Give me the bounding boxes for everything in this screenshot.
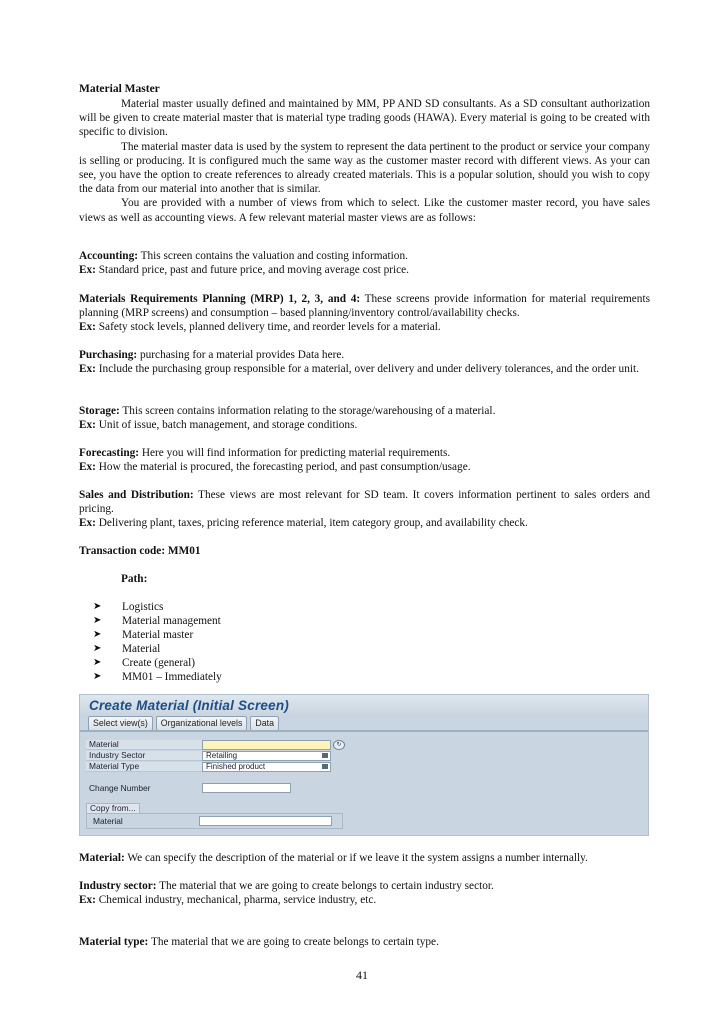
example-text: Delivering plant, taxes, pricing reference material, item category group, and availability check. — [95, 517, 528, 530]
list-item — [93, 614, 222, 628]
copy-from-group — [86, 803, 396, 829]
list-item — [93, 656, 222, 670]
industry-sector-select[interactable] — [202, 751, 331, 761]
path-item-label: Material master — [122, 629, 194, 642]
field-heading: Industry sector: — [79, 880, 157, 892]
arrow-bullet-icon: ➤ — [93, 671, 102, 683]
intro-paragraph: The material master data is used by the system to represent the data pertinent to the product or service your company is selling or producing. It is configured much the same way as the customer master record with different views. As your can see, you have the option to create references to already created materials. This is a popular solution, should you wish to copy the data from our material into another that is similar. — [79, 140, 650, 196]
view-heading: Sales and Distribution: — [79, 489, 194, 501]
intro-paragraphs — [79, 97, 650, 225]
copy-from-frame — [86, 813, 343, 829]
change-number-row — [86, 783, 291, 793]
sap-divider — [80, 730, 648, 732]
view-purchasing — [79, 348, 650, 376]
transaction-code — [79, 544, 650, 558]
arrow-bullet-icon: ➤ — [93, 629, 102, 641]
sap-screenshot — [79, 694, 649, 836]
path-item-label: Material management — [122, 615, 221, 628]
arrow-bullet-icon: ➤ — [93, 643, 102, 655]
example-text: Standard price, past and future price, and moving average cost price. — [95, 264, 410, 277]
example-label: Ex: — [79, 264, 96, 277]
industry-sector-value: Retailing — [206, 751, 238, 760]
intro-paragraph: Material master usually defined and maintained by MM, PP AND SD consultants. As a SD consultant authorization will be given to create material master that is material type trading goods (HAWA). Every material is going to be created with specific to division. — [79, 98, 650, 139]
material-type-label: Material Type — [86, 762, 202, 772]
material-type-row — [86, 762, 331, 772]
view-text: This screen contains the valuation and costing information. — [138, 250, 408, 262]
industry-sector-label: Industry Sector — [86, 751, 202, 761]
view-heading: Materials Requirements Planning (MRP) 1, 2, 3, and 4: — [79, 293, 361, 305]
material-type-value: Finished product — [206, 762, 266, 771]
arrow-bullet-icon: ➤ — [93, 601, 102, 612]
view-heading: Storage: — [79, 405, 120, 417]
field-text: The material that we are going to create belongs to certain type. — [148, 936, 439, 948]
field-text: The material that we are going to create belongs to certain industry sector. — [156, 880, 494, 892]
view-forecasting — [79, 446, 650, 474]
view-text: This screen contains information relating to the storage/warehousing of a material. — [119, 405, 496, 417]
field-material-desc — [79, 851, 650, 865]
change-number-input[interactable] — [202, 783, 291, 793]
list-item — [93, 670, 222, 684]
example-text: Chemical industry, mechanical, pharma, service industry, etc. — [95, 894, 377, 907]
example-label: Ex: — [79, 461, 96, 474]
change-number-label: Change Number — [89, 782, 151, 793]
example-text: Include the purchasing group responsible for a material, over delivery and under delivery tolerances, and the order unit. — [95, 363, 639, 376]
organizational-levels-button[interactable]: Organizational levels — [156, 716, 248, 731]
arrow-bullet-icon: ➤ — [93, 615, 102, 627]
view-text: These screens provide information for material requirements planning (MRP screens) and consumption – based planning/inventory control/availability checks. — [79, 293, 650, 320]
view-storage — [79, 404, 650, 432]
data-button[interactable]: Data — [250, 716, 279, 731]
material-row — [86, 740, 345, 750]
copy-material-label: Material — [93, 815, 123, 826]
field-heading: Material: — [79, 852, 125, 864]
view-mrp — [79, 292, 650, 335]
sap-toolbar — [88, 716, 279, 731]
select-views-button[interactable]: Select view(s) — [88, 716, 153, 731]
path-list — [93, 600, 222, 685]
example-text: Unit of issue, batch management, and storage conditions. — [95, 419, 358, 432]
dropdown-icon[interactable] — [322, 764, 328, 769]
sap-screen-title: Create Material (Initial Screen) — [89, 698, 289, 713]
search-help-icon[interactable]: ↻ — [333, 740, 345, 750]
view-heading: Accounting: — [79, 250, 138, 262]
list-item — [93, 600, 222, 614]
intro-paragraph: You are provided with a number of views from which to select. Like the customer master record, you have sales views as well as accounting views. A few relevant material master views are as follows: — [79, 197, 650, 224]
path-item-label: Logistics — [122, 601, 164, 613]
copy-from-tab: Copy from... — [86, 803, 140, 813]
transaction-code-text: Transaction code: MM01 — [79, 545, 201, 557]
path-label-text: Path: — [121, 573, 148, 585]
path-item-label: MM01 – Immediately — [122, 671, 222, 684]
path-item-label: Material — [122, 643, 161, 656]
arrow-bullet-icon: ➤ — [93, 657, 102, 669]
example-label: Ex: — [79, 363, 96, 376]
example-label: Ex: — [79, 419, 96, 432]
view-sales-distribution — [79, 488, 650, 531]
list-item — [93, 642, 222, 656]
material-type-select[interactable] — [202, 762, 331, 772]
view-text: Here you will find information for predicting material requirements. — [139, 447, 451, 459]
example-label: Ex: — [79, 517, 96, 530]
material-input[interactable] — [202, 740, 331, 750]
example-text: Safety stock levels, planned delivery time, and reorder levels for a material. — [95, 321, 441, 334]
view-heading: Purchasing: — [79, 349, 138, 361]
view-text: purchasing for a material provides Data here. — [137, 349, 345, 361]
field-industry-sector-desc — [79, 879, 650, 907]
copy-material-input[interactable] — [199, 816, 332, 826]
field-material-type-desc — [79, 935, 650, 949]
field-heading: Material type: — [79, 936, 149, 948]
example-label: Ex: — [79, 321, 96, 334]
list-item — [93, 628, 222, 642]
path-item-label: Create (general) — [122, 657, 196, 670]
page-number: 41 — [356, 968, 368, 982]
field-text: We can specify the description of the material or if we leave it the system assigns a number internally. — [124, 852, 588, 864]
sap-form — [86, 739, 342, 793]
industry-sector-row — [86, 751, 331, 761]
material-label: Material — [86, 740, 202, 750]
path-label — [121, 572, 692, 586]
view-text: These views are most relevant for SD team. It covers information pertinent to sales orders and pricing. — [79, 489, 650, 516]
dropdown-icon[interactable] — [322, 753, 328, 758]
copy-material-row — [90, 816, 332, 826]
example-text: How the material is procured, the forecasting period, and past consumption/usage. — [95, 461, 471, 474]
view-heading: Forecasting: — [79, 447, 140, 459]
page-title: Material Master — [79, 83, 160, 95]
view-accounting — [79, 249, 650, 277]
example-label: Ex: — [79, 894, 96, 907]
